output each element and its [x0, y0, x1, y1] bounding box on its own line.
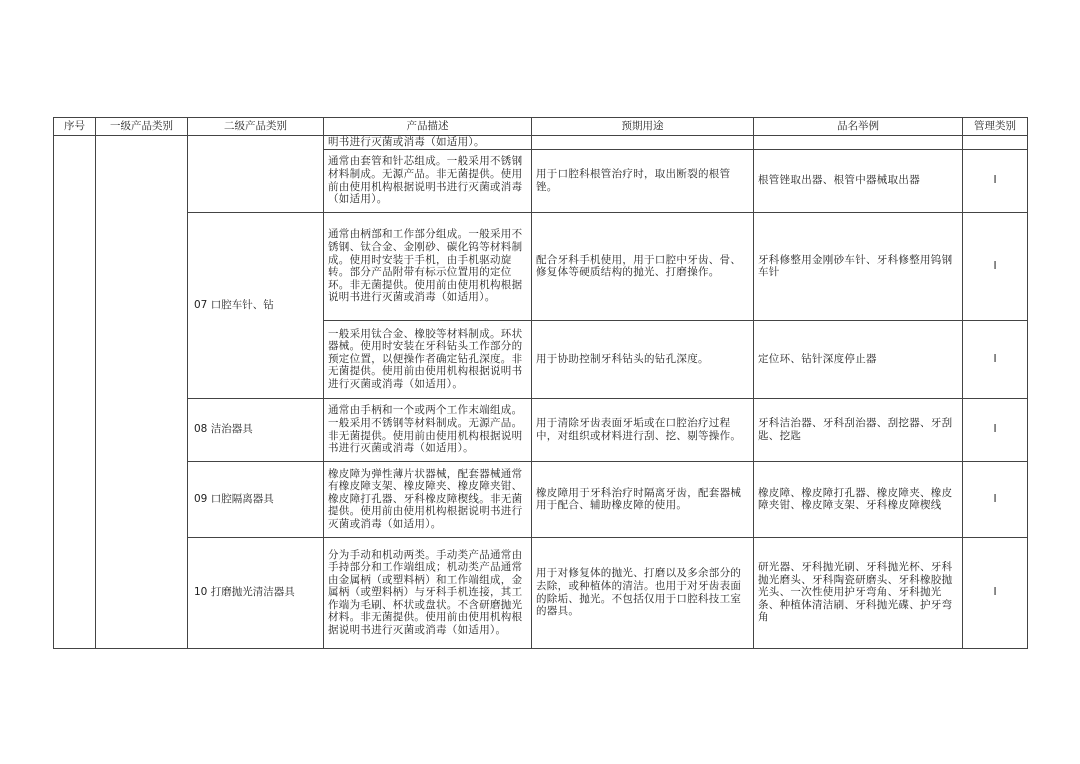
- class-cell: I: [963, 398, 1028, 461]
- examples-cell: [754, 136, 963, 150]
- index-cell: [54, 136, 96, 649]
- purpose-cell: 用于对修复体的抛光、打磨以及多余部分的去除，或种植体的清洁。也用于对牙齿表面的除垢、抛光。不包括仅用于口腔科技工室的器具。: [532, 537, 754, 648]
- table-row: [54, 461, 1028, 537]
- examples-cell: 牙科修整用金刚砂车针、牙科修整用钨钢车针: [754, 212, 963, 320]
- header-primary-category: 一级产品类别: [96, 118, 188, 136]
- examples-cell: 牙科洁治器、牙科刮治器、刮挖器、牙刮匙、挖匙: [754, 398, 963, 461]
- description-cell: 通常由手柄和一个或两个工作末端组成。一般采用不锈钢等材料制成。无源产品。非无菌提供。使用前由使用机构根据说明书进行灭菌或消毒（如适用）。: [324, 398, 532, 461]
- class-cell: I: [963, 537, 1028, 648]
- header-index: 序号: [54, 118, 96, 136]
- description-cell: 通常由柄部和工作部分组成。一般采用不锈钢、钛合金、金刚砂、碳化钨等材料制成。使用时安装于手机，由手机驱动旋转。部分产品附带有标示位置用的定位环。非无菌提供。使用前由使用机构根据说明书进行灭菌或消毒（如适用）。: [324, 212, 532, 320]
- header-description: 产品描述: [324, 118, 532, 136]
- secondary-category-cell: 10 打磨抛光清洁器具: [188, 537, 324, 648]
- purpose-cell: 用于清除牙齿表面牙垢或在口腔治疗过程中，对组织或材料进行刮、挖、剔等操作。: [532, 398, 754, 461]
- examples-cell: 研光器、牙科抛光刷、牙科抛光杯、牙科抛光磨头、牙科陶瓷研磨头、牙科橡胶抛光头、一次性使用护牙弯角、牙科抛光条、种植体清洁刷、牙科抛光碟、护牙弯角: [754, 537, 963, 648]
- secondary-category-cell: 07 口腔车针、钻: [188, 212, 324, 398]
- table-row: [54, 212, 1028, 320]
- description-cell: 橡皮障为弹性薄片状器械，配套器械通常有橡皮障支架、橡皮障夹、橡皮障夹钳、橡皮障打孔器、牙科橡皮障楔线。非无菌提供。使用前由使用机构根据说明书进行灭菌或消毒（如适用）。: [324, 461, 532, 537]
- header-secondary-category: 二级产品类别: [188, 118, 324, 136]
- table-row: [54, 398, 1028, 461]
- purpose-cell: [532, 136, 754, 150]
- class-cell: [963, 136, 1028, 150]
- purpose-cell: 橡皮障用于牙科治疗时隔离牙齿，配套器械用于配合、辅助橡皮障的使用。: [532, 461, 754, 537]
- secondary-category-cell: 08 洁治器具: [188, 398, 324, 461]
- examples-cell: 定位环、钻针深度停止器: [754, 320, 963, 398]
- description-cell: 通常由套管和针芯组成。一般采用不锈钢材料制成。无源产品。非无菌提供。使用前由使用机构根据说明书进行灭菌或消毒（如适用）。: [324, 149, 532, 212]
- header-purpose: 预期用途: [532, 118, 754, 136]
- product-table: [53, 117, 1028, 649]
- description-cell: 一般采用钛合金、橡胶等材料制成。环状器械。使用时安装在牙科钻头工作部分的预定位置，以便操作者确定钻孔深度。非无菌提供。使用前由使用机构根据说明书进行灭菌或消毒（如适用）。: [324, 320, 532, 398]
- secondary-category-cell: [188, 136, 324, 213]
- description-cell: 分为手动和机动两类。手动类产品通常由手持部分和工作端组成；机动类产品通常由金属柄（或塑料柄）和工作端组成，金属柄（或塑料柄）与牙科手机连接，其工作端为毛刷、杯状或盘状。不含研磨抛光材料。非无菌提供。使用前由使用机构根据说明书进行灭菌或消毒（如适用）。: [324, 537, 532, 648]
- class-cell: I: [963, 212, 1028, 320]
- primary-category-cell: [96, 136, 188, 649]
- class-cell: I: [963, 149, 1028, 212]
- purpose-cell: 用于口腔科根管治疗时，取出断裂的根管锉。: [532, 149, 754, 212]
- purpose-cell: 用于协助控制牙科钻头的钻孔深度。: [532, 320, 754, 398]
- class-cell: I: [963, 320, 1028, 398]
- table-row: [54, 537, 1028, 648]
- header-row: [54, 118, 1028, 136]
- purpose-cell: 配合牙科手机使用，用于口腔中牙齿、骨、修复体等硬质结构的抛光、打磨操作。: [532, 212, 754, 320]
- class-cell: I: [963, 461, 1028, 537]
- header-class: 管理类别: [963, 118, 1028, 136]
- examples-cell: 橡皮障、橡皮障打孔器、橡皮障夹、橡皮障夹钳、橡皮障支架、牙科橡皮障楔线: [754, 461, 963, 537]
- table-row: [54, 136, 1028, 150]
- description-cell: 明书进行灭菌或消毒（如适用）。: [324, 136, 532, 150]
- examples-cell: 根管锉取出器、根管中器械取出器: [754, 149, 963, 212]
- header-examples: 品名举例: [754, 118, 963, 136]
- secondary-category-cell: 09 口腔隔离器具: [188, 461, 324, 537]
